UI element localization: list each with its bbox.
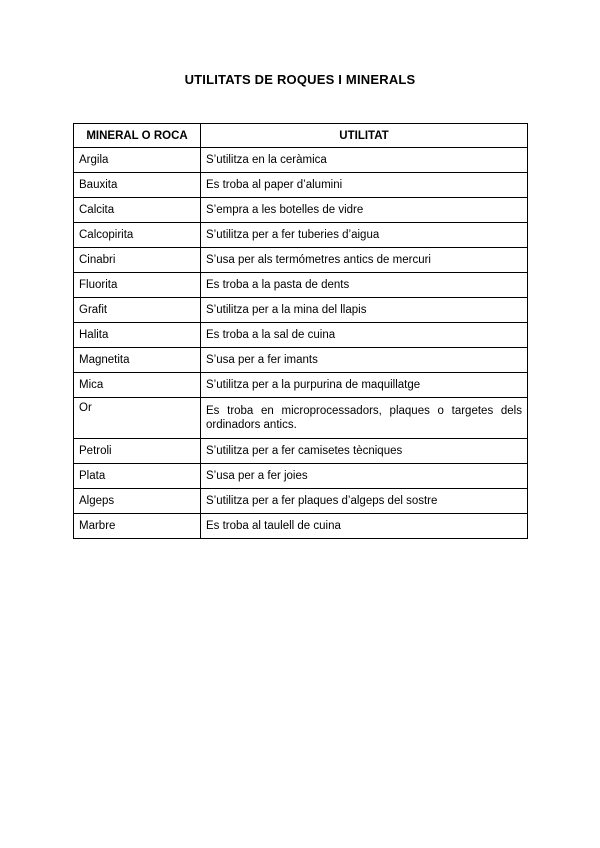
table-row [74, 348, 528, 373]
page-title: UTILITATS DE ROQUES I MINERALS [184, 72, 416, 87]
use-cell: S’usa per als termómetres antics de mercuri [201, 248, 528, 273]
use-cell: S’utilitza per a la mina del llapis [201, 298, 528, 323]
mineral-cell: Cinabri [74, 248, 201, 273]
header-use: UTILITAT [201, 124, 528, 148]
use-cell: S’utilitza en la ceràmica [201, 148, 528, 173]
table-row [74, 173, 528, 198]
use-cell: S’empra a les botelles de vidre [201, 198, 528, 223]
mineral-cell: Bauxita [74, 173, 201, 198]
mineral-cell: Marbre [74, 514, 201, 539]
table-row [74, 273, 528, 298]
header-mineral: MINERAL O ROCA [74, 124, 201, 148]
table-row [74, 223, 528, 248]
table-row [74, 398, 528, 439]
mineral-cell: Calcopirita [74, 223, 201, 248]
use-cell: S’utilitza per a la purpurina de maquillatge [201, 373, 528, 398]
mineral-cell: Magnetita [74, 348, 201, 373]
mineral-cell: Or [74, 398, 201, 439]
table-row [74, 148, 528, 173]
use-cell: Es troba a la sal de cuina [201, 323, 528, 348]
use-cell: S’utilitza per a fer camisetes tècniques [201, 439, 528, 464]
table-row [74, 198, 528, 223]
mineral-cell: Calcita [74, 198, 201, 223]
mineral-cell: Grafit [74, 298, 201, 323]
use-cell: S’usa per a fer joies [201, 464, 528, 489]
mineral-cell: Petroli [74, 439, 201, 464]
table-row [74, 323, 528, 348]
table-row [74, 248, 528, 273]
use-cell: Es troba al taulell de cuina [201, 514, 528, 539]
use-cell: Es troba al paper d’alumini [201, 173, 528, 198]
mineral-cell: Algeps [74, 489, 201, 514]
use-cell: S’utilitza per a fer tuberies d’aigua [201, 223, 528, 248]
table-row [74, 464, 528, 489]
use-cell: S’usa per a fer imants [201, 348, 528, 373]
table-row [74, 298, 528, 323]
use-cell: Es troba a la pasta de dents [201, 273, 528, 298]
table-row [74, 373, 528, 398]
use-cell: S’utilitza per a fer plaques d’algeps del sostre [201, 489, 528, 514]
mineral-cell: Argila [74, 148, 201, 173]
table-row [74, 439, 528, 464]
mineral-cell: Plata [74, 464, 201, 489]
table-row [74, 514, 528, 539]
mineral-cell: Fluorita [74, 273, 201, 298]
table-row [74, 489, 528, 514]
mineral-cell: Mica [74, 373, 201, 398]
table-header-row [74, 124, 528, 148]
mineral-cell: Halita [74, 323, 201, 348]
minerals-table [73, 123, 528, 539]
use-cell: Es troba en microprocessadors, plaques o targetes dels ordinadors antics. [201, 398, 528, 439]
